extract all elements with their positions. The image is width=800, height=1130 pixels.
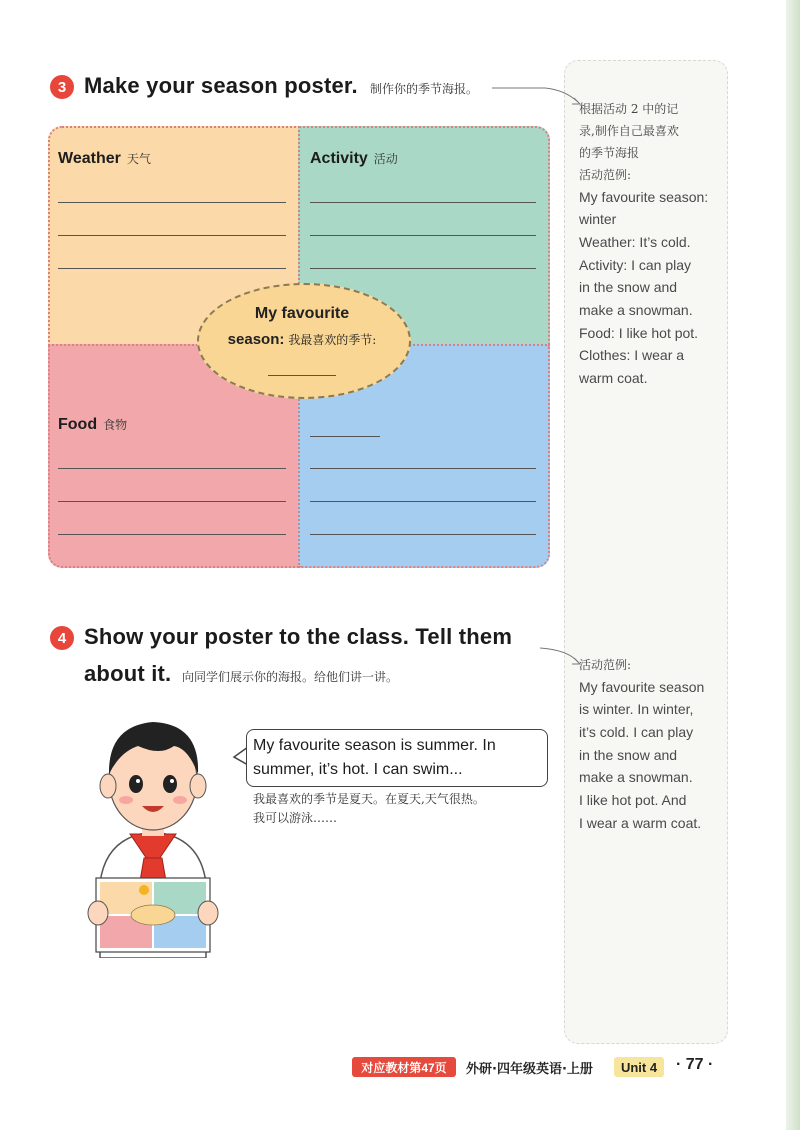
sidebar-note-1-en-5: in the snow and — [579, 279, 678, 295]
sidebar-example-label-1: 活动范例: — [579, 168, 632, 182]
food-line-1[interactable] — [58, 468, 286, 469]
sidebar-note-2-en-1: My favourite season — [579, 679, 705, 695]
section-3-title: Make your season poster. — [84, 73, 358, 98]
weather-label-cn: 天气 — [126, 152, 151, 166]
section-4-badge: 4 — [50, 626, 74, 650]
sidebar-note-2-en-4: in the snow and — [579, 747, 678, 763]
clothes-line-3[interactable] — [310, 534, 536, 535]
weather-label-en: Weather — [58, 150, 121, 167]
connector-arrow-1 — [490, 80, 590, 120]
sidebar-note-1-en-4: Activity: I can play — [579, 257, 692, 273]
activity-line-1[interactable] — [310, 202, 536, 203]
page-number: · 77 · — [676, 1056, 714, 1073]
sidebar-note-2-en-6: I like hot pot. And — [579, 792, 687, 808]
sidebar-note-1-cn-3: 的季节海报 — [579, 146, 640, 160]
food-label-en: Food — [58, 416, 98, 433]
sidebar-note-1-en-3: Weather: It’s cold. — [579, 234, 691, 250]
center-line-1: My favourite — [254, 305, 350, 322]
activity-label-en: Activity — [310, 150, 368, 167]
season-blank[interactable] — [268, 375, 336, 376]
sidebar-note-2-en-5: make a snowman. — [579, 769, 693, 785]
speech-line-1: My favourite season is summer. In — [253, 737, 496, 754]
weather-line-2[interactable] — [58, 235, 286, 236]
footer-book-title: 外研·四年级英语·上册 — [466, 1062, 593, 1077]
clothes-line-1[interactable] — [310, 468, 536, 469]
sidebar-note-1-en-7: Food: I like hot pot. — [579, 325, 699, 341]
section-4-title-line-1: Show your poster to the class. Tell them — [84, 624, 513, 649]
activity-label — [310, 150, 398, 168]
weather-line-3[interactable] — [58, 268, 286, 269]
center-line-2 — [197, 331, 407, 348]
section-3-badge: 3 — [50, 75, 74, 99]
food-label — [58, 416, 127, 434]
activity-line-3[interactable] — [310, 268, 536, 269]
section-4-title-line-2: about it. — [84, 661, 172, 686]
food-label-cn: 食物 — [103, 418, 128, 432]
section-3-subtitle: 制作你的季节海报。 — [370, 82, 479, 96]
sidebar-note-2-en-2: is winter. In winter, — [579, 701, 694, 717]
weather-label — [58, 150, 151, 168]
boy-illustration — [78, 708, 228, 958]
weather-line-1[interactable] — [58, 202, 286, 203]
sidebar-note-1-cn-2: 录,制作自己最喜欢 — [579, 124, 679, 138]
clothes-title-blank[interactable] — [310, 436, 380, 437]
speech-line-2: summer, it’s hot. I can swim... — [253, 761, 463, 778]
sidebar-note-1-cn-1: 根据活动 2 中的记 — [579, 102, 679, 116]
sidebar-note-1-en-6: make a snowman. — [579, 302, 693, 318]
activity-label-cn: 活动 — [373, 152, 398, 166]
sidebar-example-label-2: 活动范例: — [579, 658, 632, 672]
activity-line-2[interactable] — [310, 235, 536, 236]
sidebar-note-1-en-2: winter — [579, 211, 617, 227]
footer-unit-badge: Unit 4 — [614, 1057, 664, 1077]
sidebar-note-2-en-3: it’s cold. I can play — [579, 724, 694, 740]
center-season-cn: 我最喜欢的季节: — [288, 333, 377, 347]
clothes-line-2[interactable] — [310, 501, 536, 502]
section-4-subtitle: 向同学们展示你的海报。给他们讲一讲。 — [182, 670, 399, 684]
food-line-2[interactable] — [58, 501, 286, 502]
speech-cn-line-1: 我最喜欢的季节是夏天。在夏天,天气很热。 — [253, 792, 485, 806]
center-season-label: season: — [227, 331, 285, 348]
sidebar-note-1-en-1: My favourite season: — [579, 189, 709, 205]
footer-textbook-page-tag: 对应教材第47页 — [352, 1057, 456, 1077]
speech-cn-line-2: 我可以游泳…… — [253, 811, 338, 825]
sidebar-note-2-en-7: I wear a warm coat. — [579, 815, 702, 831]
sidebar-note-1-en-9: warm coat. — [579, 370, 648, 386]
sidebar-note-1-en-8: Clothes: I wear a — [579, 347, 685, 363]
page-edge — [786, 0, 800, 1130]
food-line-3[interactable] — [58, 534, 286, 535]
